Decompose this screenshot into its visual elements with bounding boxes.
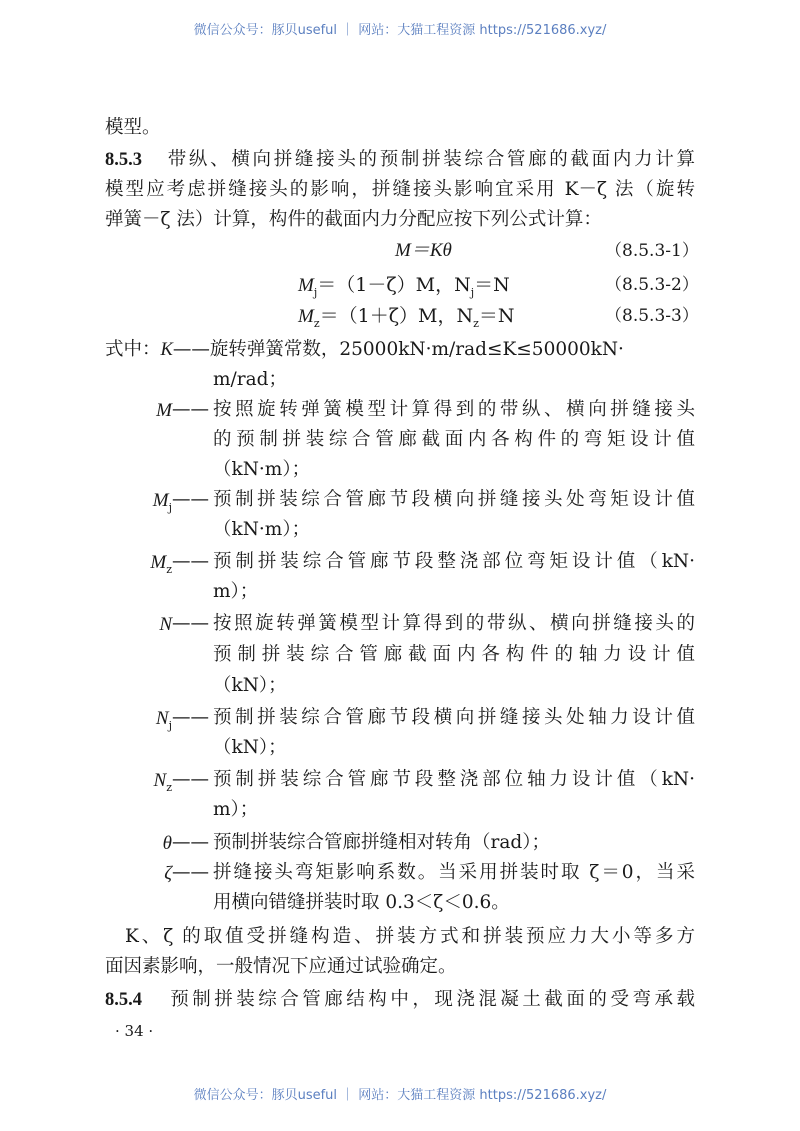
t: j	[313, 285, 318, 299]
dash: ——	[172, 832, 209, 853]
t: z	[473, 316, 479, 330]
where-label: 式中：	[105, 339, 161, 360]
section-8-5-3-line: 模型应考虑拼缝接头的影响，拼缝接头影响宜采用 K－ζ 法（旋转	[105, 179, 695, 200]
t: z	[313, 316, 320, 330]
definition-text: 用横向错缝拼装时取 0.3＜ζ＜0.6。	[213, 892, 510, 913]
definition-text: m/rad；	[213, 369, 287, 390]
symbol: N	[153, 770, 167, 791]
definition-symbol	[105, 395, 172, 433]
section-8-5-3-line	[105, 145, 695, 175]
equation-3	[298, 301, 515, 339]
symbol: N	[159, 614, 172, 635]
dash: ——	[172, 399, 209, 420]
dash: ——	[172, 551, 209, 572]
t: M	[298, 306, 314, 327]
subscript: j	[168, 500, 172, 514]
definition-symbol	[105, 858, 172, 896]
definition-text: 的预制拼装综合管廊截面内各构件的弯矩设计值	[213, 429, 695, 450]
definition-text: 预制拼装综合管廊截面内各构件的轴力设计值	[213, 644, 695, 665]
definition-text: 预制拼装综合管廊节段整浇部位轴力设计值（kN·	[213, 769, 695, 790]
definition-text: （kN·m）；	[213, 459, 311, 480]
t: M	[298, 275, 314, 296]
definition-text: 预制拼装综合管廊节段整浇部位弯矩设计值（kN·	[213, 551, 695, 572]
watermark-footer: 微信公众号：豚贝useful ｜ 网站：大猫工程资源 https://521686.xyz/	[193, 1088, 607, 1103]
definition-text: 预制拼装综合管廊拼缝相对转角（rad）；	[213, 832, 550, 853]
definition-text: （kN·m）；	[213, 519, 311, 540]
symbol: M	[150, 552, 167, 573]
t: j	[470, 285, 475, 299]
watermark-header: 微信公众号：豚贝useful ｜ 网站：大猫工程资源 https://521686.xyz/	[193, 23, 607, 38]
symbol: ζ	[164, 863, 172, 884]
definition-K	[105, 335, 695, 365]
symbol: N	[155, 708, 169, 729]
definition-symbol	[105, 547, 172, 585]
section-8-5-3-line: 弹簧－ζ 法）计算，构件的截面内力分配应按下列公式计算：	[105, 209, 602, 230]
definition-symbol	[105, 765, 172, 803]
paragraph-line: K、ζ 的取值受拼缝构造、拼装方式和拼装预应力大小等多方	[125, 926, 695, 947]
symbol: M	[156, 400, 172, 421]
t: ＝N	[478, 305, 515, 327]
section-number: 8.5.3	[105, 150, 142, 170]
symbol: M	[152, 490, 169, 511]
definition-text: 拼缝接头弯矩影响系数。当采用拼装时取 ζ＝0，当采	[213, 862, 695, 883]
definition-text: 旋转弹簧常数，25000kN·m/rad≤K≤50000kN·	[209, 339, 624, 360]
paragraph-line: 面因素影响，一般情况下应通过试验确定。	[105, 956, 457, 977]
definition-symbol	[105, 703, 172, 741]
text: 预制拼装综合管廊结构中，现浇混凝土截面的受弯承载	[170, 989, 695, 1010]
subscript: j	[168, 718, 172, 732]
symbol: θ	[162, 833, 172, 854]
dash: ——	[172, 707, 209, 728]
subscript: z	[166, 562, 172, 576]
definition-symbol	[105, 609, 172, 647]
text: 带纵、横向拼缝接头的预制拼装综合管廊的截面内力计算	[167, 149, 695, 170]
definition-text: 按照旋转弹簧模型计算得到的带纵、横向拼缝接头	[213, 399, 695, 420]
section-8-5-4-line	[105, 985, 695, 1015]
equation-label: （8.5.3-1）	[605, 241, 699, 261]
equation-label: （8.5.3-2）	[605, 275, 699, 295]
definition-text: （kN）；	[213, 675, 287, 696]
intro-tail: 模型。	[105, 117, 161, 138]
definition-text: （kN）；	[213, 737, 287, 758]
equation-label: （8.5.3-3）	[605, 306, 699, 326]
dash: ——	[172, 769, 209, 790]
dash: ——	[172, 613, 209, 634]
definition-text: 预制拼装综合管廊节段横向拼缝接头处弯矩设计值	[213, 489, 695, 510]
definition-text: m）；	[213, 799, 259, 820]
section-number: 8.5.4	[105, 990, 142, 1010]
definition-symbol	[105, 485, 172, 523]
symbol: K	[160, 340, 173, 360]
dash: ——	[172, 489, 209, 510]
page-number: · 34 ·	[115, 1022, 154, 1040]
definition-text: 按照旋转弹簧模型计算得到的带纵、横向拼缝接头的	[213, 613, 695, 634]
dash: ——	[172, 339, 210, 360]
dash: ——	[172, 862, 209, 883]
equation-1: M＝Kθ	[395, 240, 452, 261]
definition-text: 预制拼装综合管廊节段横向拼缝接头处轴力设计值	[213, 707, 695, 728]
definition-text: m）；	[213, 581, 259, 602]
subscript: z	[166, 780, 172, 794]
t: ＝（1－ζ）M，N	[317, 274, 471, 296]
t: ＝N	[474, 274, 510, 296]
t: ＝（1＋ζ）M，N	[319, 305, 474, 327]
